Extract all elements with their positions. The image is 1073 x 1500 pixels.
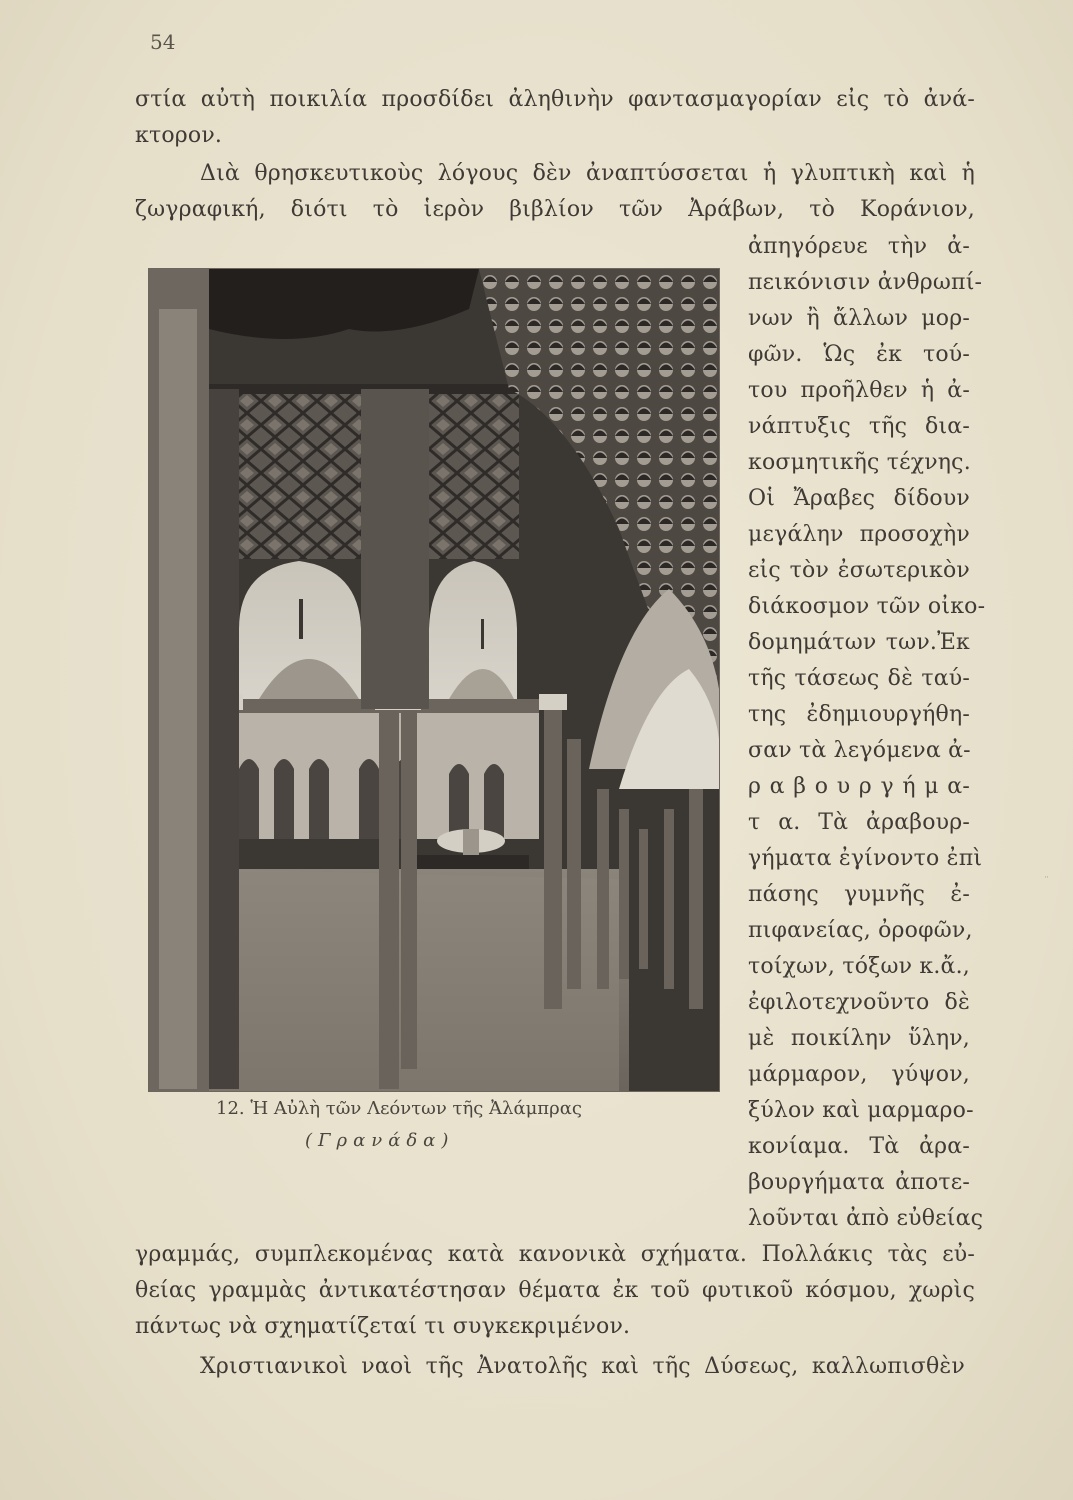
paragraph-2-first-line: Διὰ θρησκευτικοὺς λόγους δὲν ἀναπτύσσεται ἡ γλυπτικὴ καὶ ἡ: [200, 161, 975, 186]
side-line-15: σαν τὰ λεγόμενα ἀ-: [748, 738, 971, 763]
side-line-11: διάκοσμον τῶν οἰκο-: [748, 594, 986, 619]
side-line-13: τῆς τάσεως δὲ ταύ-: [748, 666, 970, 691]
side-line-4: φῶν. Ὡς ἐκ τού-: [748, 342, 970, 367]
body-line-bottom-2: θείας γραμμὰς ἀντικατέστησαν θέματα ἐκ τοῦ φυτικοῦ κόσμου, χωρὶς: [135, 1278, 975, 1303]
side-line-27: βουργήματα ἀποτε-: [748, 1170, 970, 1195]
side-line-10: εἰς τὸν ἐσωτερικὸν: [748, 558, 970, 583]
side-line-12: δομημάτων των.Ἐκ: [748, 630, 970, 655]
side-line-9: μεγάλην προσοχὴν: [748, 522, 970, 547]
margin-mark: ¨: [1044, 876, 1049, 887]
side-line-3: νων ἢ ἄλλων μορ-: [748, 306, 970, 331]
side-line-21: τοίχων, τόξων κ.ἄ.,: [748, 954, 970, 979]
body-line-bottom-1: γραμμάς, συμπλεκομένας κατὰ κανονικὰ σχήματα. Πολλάκις τὰς εὐ-: [135, 1242, 975, 1267]
side-line-19: πάσης γυμνῆς ἐ-: [748, 882, 970, 907]
alhambra-court-photo: [148, 268, 720, 1092]
side-line-7: κοσμητικῆς τέχνης.: [748, 450, 971, 475]
side-line-8: Οἱ Ἄραβες δίδουν: [748, 486, 970, 511]
side-line-2: πεικόνισιν ἀνθρωπί-: [748, 270, 983, 295]
body-line-2: κτορον.: [135, 123, 223, 148]
paragraph-2-second-line: ζωγραφική, διότι τὸ ἱερὸν βιβλίον τῶν Ἀράβων, τὸ Κοράνιον,: [135, 197, 975, 222]
side-line-28: λοῦνται ἀπὸ εὐθείας: [748, 1206, 984, 1231]
side-line-24: μάρμαρον, γύψον,: [748, 1062, 970, 1087]
side-line-23: μὲ ποικίλην ὕλην,: [748, 1026, 970, 1051]
side-line-6: νάπτυξις τῆς δια-: [748, 414, 970, 439]
body-line-bottom-3: πάντως νὰ σχηματίζεταί τι συγκεκριμένον.: [135, 1314, 631, 1339]
side-line-1: ἀπηγόρευε τὴν ἀ-: [748, 234, 970, 259]
side-line-17: τ α. Τὰ ἀραβουρ-: [748, 810, 970, 835]
side-line-18: γήματα ἐγίνοντο ἐπὶ: [748, 846, 983, 871]
side-line-14: της ἐδημιουργήθη-: [748, 702, 970, 727]
side-line-16: ρ α β ο υ ρ γ ή μ α-: [748, 774, 970, 799]
side-line-5: του προῆλθεν ἡ ἀ-: [748, 378, 970, 403]
figure-caption-location: (Γρανάδα): [305, 1130, 455, 1151]
page-number: 54: [150, 30, 176, 54]
side-line-22: ἐφιλοτεχνοῦντο δὲ: [748, 990, 970, 1015]
figure-caption: 12. Ἡ Αὐλὴ τῶν Λεόντων τῆς Ἀλάμπρας: [216, 1098, 582, 1119]
paragraph-last-line: Χριστιανικοὶ ναοὶ τῆς Ἀνατολῆς καὶ τῆς Δύσεως, καλλωπισθὲν: [200, 1354, 965, 1379]
side-line-20: πιφανείας, ὀροφῶν,: [748, 918, 973, 943]
side-line-25: ξύλον καὶ μαρμαρο-: [748, 1098, 974, 1123]
body-line-1: στία αὐτὴ ποικιλία προσδίδει ἀληθινὴν φαντασμαγορίαν εἰς τὸ ἀνά-: [135, 87, 975, 112]
side-line-26: κονίαμα. Τὰ ἀρα-: [748, 1134, 970, 1159]
